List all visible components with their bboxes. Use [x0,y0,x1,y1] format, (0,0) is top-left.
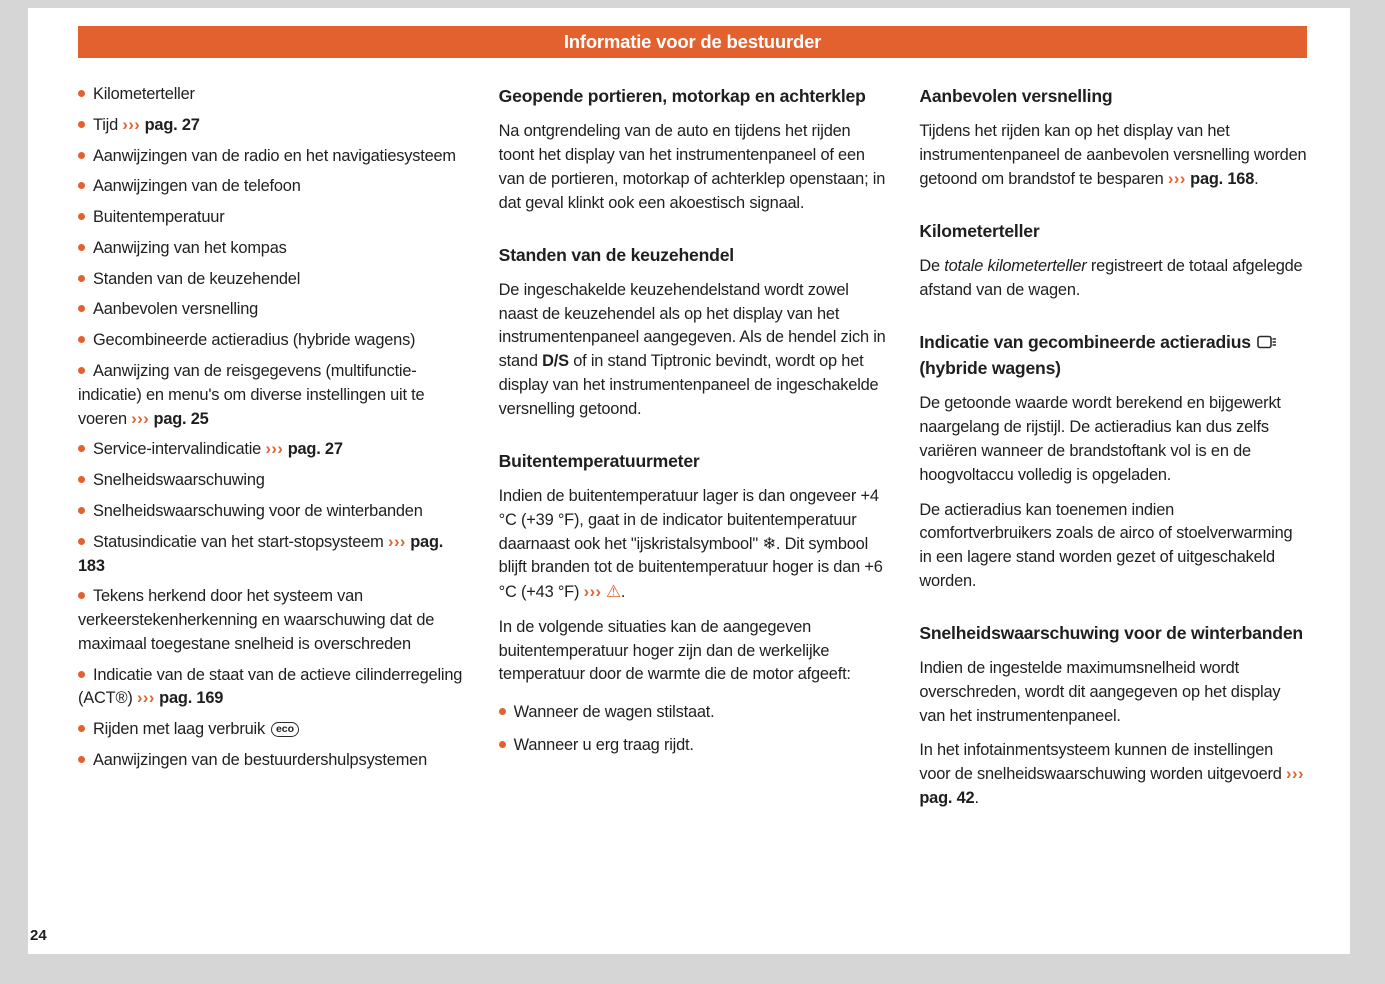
bullet-icon [78,756,85,763]
section-gear-lever-positions [499,242,887,422]
page-ref-label: pag. 42 [919,789,975,808]
list-item [78,469,466,493]
list-item [78,298,466,322]
page-ref[interactable] [122,116,199,134]
cross-ref-arrows-icon: ››› [387,532,406,551]
page-ref-label: pag. 27 [287,440,343,459]
warning-icon: ⚠ [605,582,621,602]
paragraph: Indien de ingestelde maximumsnelheid wordt overschreden, wordt dit aangegeven op het display van het instrumentenpaneel. [919,659,1281,725]
list-item-text: Aanwijzing van het kompas [93,238,287,257]
list-item-text: Snelheidswaarschuwing voor de winterbanden [93,501,423,520]
list-item [78,531,466,579]
paragraph: In de volgende situaties kan de aangegeven buitentemperatuur hoger zijn dan de werkelijke temperatuur door de warmte die de motor afgeeft: [498,617,851,684]
section-heading: Standen van de keuzehendel [498,244,734,265]
bullet-icon [78,592,85,599]
bullet-icon [78,213,85,220]
cross-ref-arrows-icon: ››› [131,409,150,428]
list-item [78,237,466,261]
hybrid-drive-icon [1257,335,1277,350]
list-item-text: Standen van de keuzehendel [93,269,301,288]
gear-mode-label: D/S [542,352,569,371]
list-item-text: Buitentemperatuur [93,208,225,227]
list-item [78,83,466,107]
list-item [78,664,466,712]
section-winter-tyre-speed-warning [919,620,1307,811]
page-number: 24 [30,927,47,944]
list-item [78,438,466,462]
paragraph: Na ontgrendeling van de auto en tijdens het rijden toont het display van het instrumentenpaneel of een van de portieren, motorkap of achterklep openstaan; in dat geval klinkt ook een akoestisch signaal. [498,122,886,212]
cross-ref-arrows-icon: ››› [583,583,602,602]
page-ref-label: pag. 169 [159,689,224,708]
bullet-icon [78,476,85,483]
page-ref-label: pag. 183 [78,532,444,575]
list-item [78,500,466,524]
paragraph: De totale kilometerteller registreert de totaal afgelegde afstand van de wagen. [919,257,1303,299]
snowflake-icon: ❄ [762,534,776,553]
list-item [78,145,466,169]
list-item-text: Rijden met laag verbruik [93,720,265,739]
list-item [78,329,466,353]
left-column [78,83,466,822]
list-item-text: Snelheidswaarschuwing [93,471,265,490]
bullet-icon [78,671,85,678]
list-item-text: Gecombineerde actieradius (hybride wagens) [93,331,416,350]
list-item [78,585,466,656]
list-item-text: Wanneer u erg traag rijdt. [513,736,694,755]
bullet-icon [499,741,506,748]
bullet-icon [78,152,85,159]
page-ref-label: pag. 25 [153,409,209,428]
bullet-icon [499,708,506,715]
eco-icon: eco [271,722,299,737]
section-heading: Buitentemperatuurmeter [498,450,700,471]
bullet-icon [78,538,85,545]
list-item-text: Aanwijzing van de reisgegevens (multifunctie-indicatie) en menu's om diverse instellingen uit te voeren [78,362,425,428]
paragraph: De ingeschakelde keuzehendelstand wordt zowel naast de keuzehendel als op het display van het instrumentenpaneel aangegeven. Als de hendel zich in stand D/S of in stand Tiptronic bevindt, wordt op het display van het instrumentenpaneel de ingeschakelde versnelling getoond. [498,280,886,418]
section-recommended-gear [919,83,1307,192]
bullet-icon [78,244,85,251]
list-item [78,360,466,431]
page-ref-label: pag. 27 [144,115,200,134]
list-item-text: Indicatie van de staat van de actieve cilinderregeling (ACT®) [78,665,463,708]
cross-ref-arrows-icon: ››› [122,115,141,134]
list-item-text: Statusindicatie van het start-stopsysteem [93,532,384,551]
page-ref-label: pag. 168 [1190,169,1255,188]
section-heading: Snelheidswaarschuwing voor de winterbanden [919,622,1303,643]
list-item-text: Tekens herkend door het systeem van verkeerstekenherkenning en waarschuwing dat de maximaal toegestane snelheid is overschreden [78,587,435,653]
bullet-list [78,83,466,773]
bullet-icon [78,445,85,452]
cross-ref-arrows-icon: ››› [1286,765,1304,784]
page-ref[interactable] [131,410,208,428]
bullet-icon [78,275,85,282]
section-combined-range [919,329,1307,594]
bullet-icon [78,367,85,374]
list-item [78,268,466,292]
bullet-list [499,701,887,758]
paragraph: Indien de buitentemperatuur lager is dan ongeveer +4 °C (+39 °F), gaat in de indicator buitentemperatuur daarnaast ook het "ijskristalsymbool" ❄. Dit symbool blijft branden tot de buitentemperatuur hoger is dan +6 °C (+43 °F) ››› ⚠. [498,486,883,602]
page-ref[interactable] [1168,170,1254,188]
list-item-text: Service-intervalindicatie [93,440,262,459]
list-item-text: Aanbevolen versnelling [93,300,259,319]
cross-ref-arrows-icon: ››› [265,440,284,459]
emphasized-term: totale kilometerteller [944,257,1087,276]
list-item-text: Wanneer de wagen stilstaat. [513,703,715,722]
page-ref[interactable] [137,689,223,707]
bullet-icon [78,90,85,97]
section-heading: Aanbevolen versnelling [919,86,1113,106]
list-item-text: Aanwijzingen van de radio en het navigatiesysteem [93,146,456,165]
page-title: Informatie voor de bestuurder [78,26,1307,58]
section-heading: Indicatie van gecombineerde actieradius (hybride wagens) [919,329,1307,382]
bullet-icon [78,182,85,189]
paragraph: De actieradius kan toenemen indien comfortverbruikers zoals de airco of stoelverwarming in een lagere stand worden gezet of uitgeschakeld worden. [919,500,1293,590]
cross-ref-arrows-icon: ››› [136,689,155,708]
paragraph: In het infotainmentsysteem kunnen de instellingen voor de snelheidswaarschuwing worden uitgevoerd ››› pag. 42. [919,741,1304,808]
list-item [78,175,466,199]
list-item-text: Aanwijzingen van de telefoon [93,177,301,196]
list-item [499,701,887,725]
list-item [78,114,466,138]
section-odometer [919,218,1307,303]
paragraph: Tijdens het rijden kan op het display van het instrumentenpaneel de aanbevolen versnelling worden getoond om brandstof te besparen ››› pag. 168. [919,122,1307,188]
page-ref[interactable] [265,440,342,458]
list-item-text: Tijd [93,115,119,134]
list-item [78,206,466,230]
list-item [78,749,466,773]
bullet-icon [78,305,85,312]
section-outside-temperature [499,448,887,758]
list-item [78,718,466,742]
right-column [919,83,1307,822]
list-item-text: Aanwijzingen van de bestuurdershulpsystemen [93,750,427,769]
bullet-icon [78,336,85,343]
section-open-doors [499,83,887,216]
cross-ref-arrows-icon: ››› [1167,169,1186,188]
list-item-text: Kilometerteller [93,85,195,103]
section-heading: Geopende portieren, motorkap en achterklep [498,86,866,106]
manual-page [28,8,1350,954]
bullet-icon [78,507,85,514]
bullet-icon [78,725,85,732]
bullet-icon [78,121,85,128]
middle-column [499,83,887,822]
content-columns [28,58,1350,822]
section-heading: Kilometerteller [919,220,1040,241]
paragraph: De getoonde waarde wordt berekend en bijgewerkt naargelang de rijstijl. De actieradius kan dus zelfs variëren wanneer de brandstoftank vol is en de hoogvoltaccu volledig is opgeladen. [919,394,1281,484]
list-item [499,734,887,758]
